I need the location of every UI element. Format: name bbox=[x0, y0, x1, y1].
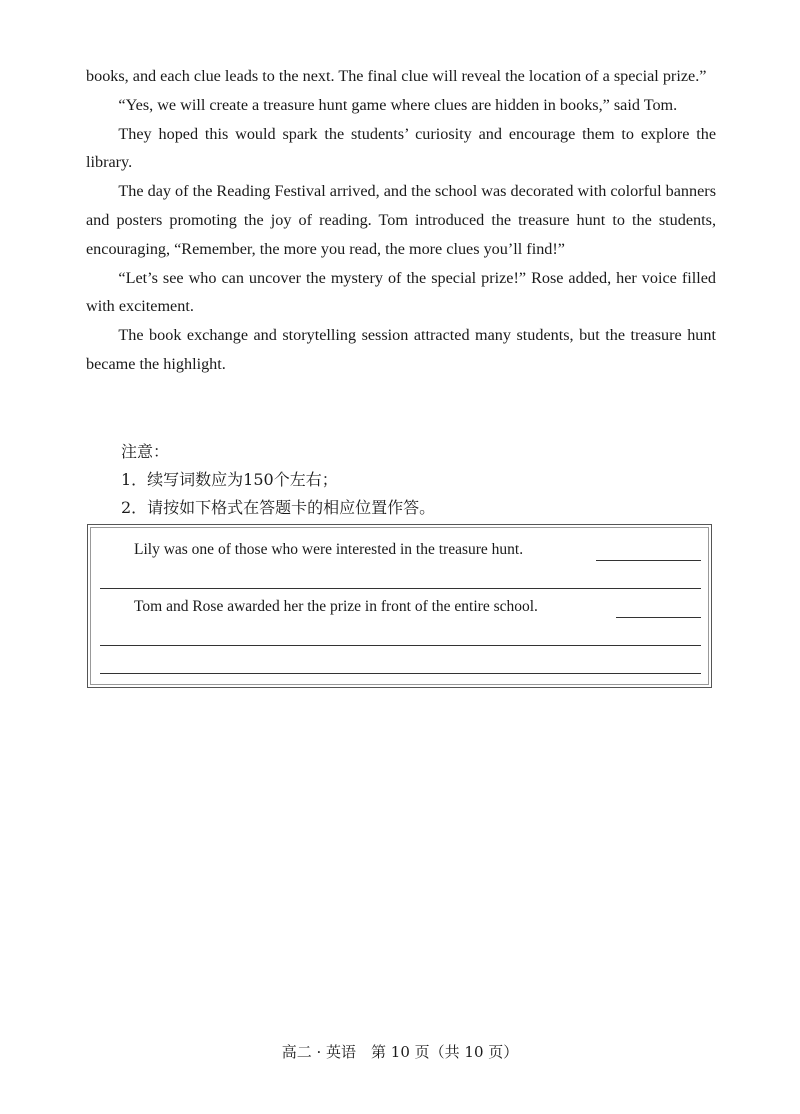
story-paragraph-3: They hoped this would spark the students’ curiosity and encourage them to explore the library. bbox=[86, 124, 716, 172]
answer-line-3[interactable] bbox=[100, 673, 701, 674]
instructions bbox=[121, 438, 721, 522]
answer-line-2[interactable] bbox=[100, 645, 701, 646]
story-paragraph-5: “Let’s see who can uncover the mystery of the special prize!” Rose added, her voice filled with excitement. bbox=[86, 268, 716, 316]
page-footer: 高二 · 英语 第 10 页（共 10 页） bbox=[281, 1043, 519, 1061]
answer-blank-2[interactable] bbox=[616, 617, 701, 618]
answer-line-1[interactable] bbox=[100, 588, 701, 589]
answer-blank-1[interactable] bbox=[596, 560, 701, 561]
story-paragraph-2: “Yes, we will create a treasure hunt game where clues are hidden in books,” said Tom. bbox=[118, 95, 678, 114]
paragraph-prompt-1: Lily was one of those who were interested in the treasure hunt. bbox=[134, 541, 524, 558]
story-paragraph-1: books, and each clue leads to the next. The final clue will reveal the location of a special prize.” bbox=[86, 67, 707, 85]
instructions-heading: 注意： bbox=[121, 442, 170, 461]
story-paragraph-4: The day of the Reading Festival arrived, and the school was decorated with colorful banners and posters promoting the joy of reading. Tom introduced the treasure hunt to the students, encouraging, “Remember, the more you read, the more clues you’ll find!” bbox=[86, 182, 716, 258]
story-paragraph-6: The book exchange and storytelling session attracted many students, but the treasure hunt became the highlight. bbox=[86, 326, 716, 373]
instruction-item-2: 2．请按如下格式在答题卡的相应位置作答。 bbox=[121, 498, 436, 517]
paragraph-prompt-2: Tom and Rose awarded her the prize in front of the entire school. bbox=[134, 598, 538, 615]
instruction-item-1: 1．续写词数应为150个左右； bbox=[121, 470, 338, 489]
story-text bbox=[86, 62, 716, 379]
